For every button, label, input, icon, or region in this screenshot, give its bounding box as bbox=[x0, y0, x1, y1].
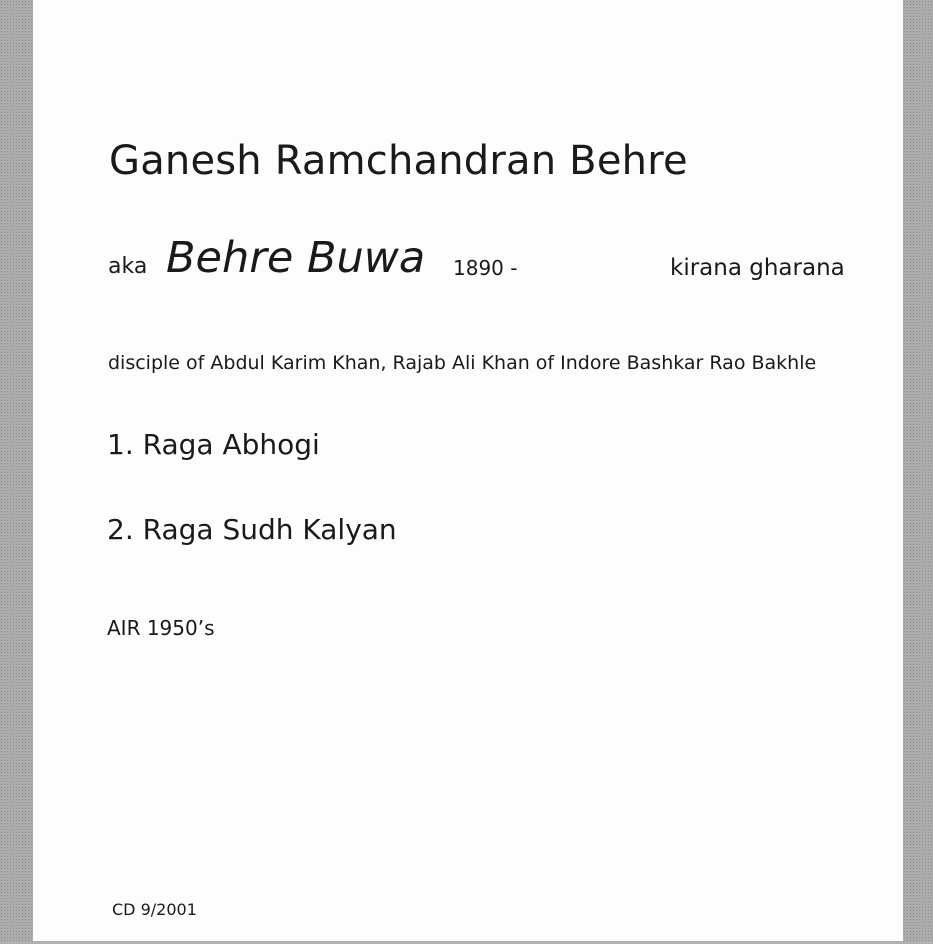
aka-label: aka bbox=[108, 254, 148, 279]
track-item-2: 2. Raga Sudh Kalyan bbox=[107, 513, 397, 546]
artist-nickname: Behre Buwa bbox=[166, 233, 426, 283]
scan-edge-left bbox=[0, 0, 33, 944]
recording-source: AIR 1950’s bbox=[107, 616, 215, 640]
birth-year: 1890 - bbox=[453, 256, 518, 280]
disciple-line: disciple of Abdul Karim Khan, Rajab Ali Khan of Indore Bashkar Rao Bakhle bbox=[108, 352, 817, 374]
gharana: kirana gharana bbox=[670, 255, 845, 281]
scan-edge-right bbox=[903, 0, 933, 944]
catalog-number: CD 9/2001 bbox=[112, 900, 197, 919]
track-item-1: 1. Raga Abhogi bbox=[107, 428, 320, 461]
artist-name: Ganesh Ramchandran Behre bbox=[109, 138, 688, 184]
